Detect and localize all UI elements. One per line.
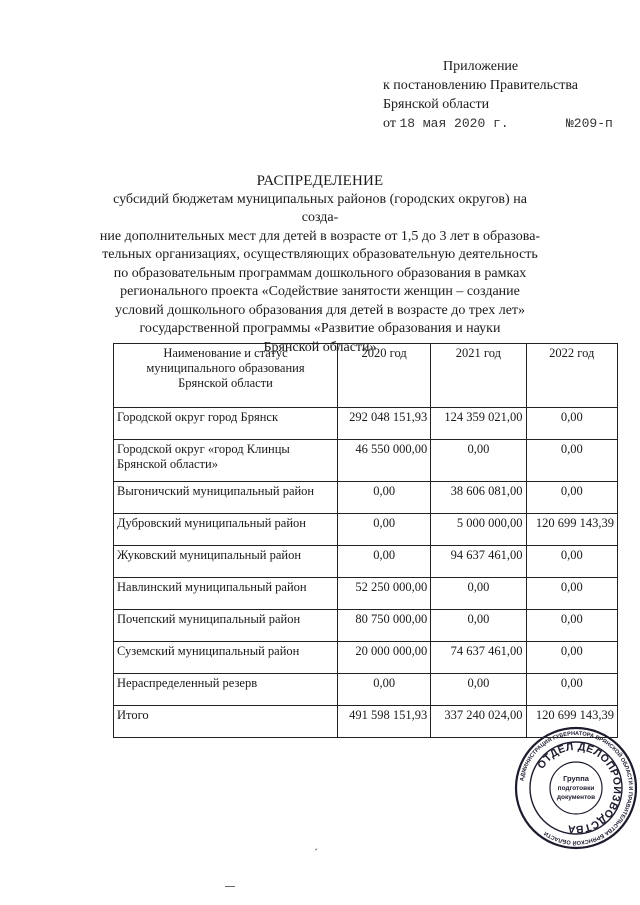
municipality-name: Городской округ город Брянск: [114, 408, 338, 440]
municipality-name: Нераспределенный резерв: [114, 674, 338, 706]
municipality-name: Жуковский муниципальный район: [114, 546, 338, 578]
amount-2021: 124 359 021,00: [431, 408, 526, 440]
amount-2020: 52 250 000,00: [337, 578, 430, 610]
distribution-table: [113, 343, 618, 738]
title-line: субсидий бюджетам муниципальных районов (городских округов) на созда-: [113, 191, 527, 225]
total-2022: 120 699 143,39: [526, 706, 618, 738]
amount-2020: 0,00: [337, 514, 430, 546]
table-row: [114, 440, 618, 482]
amount-2022: 0,00: [526, 408, 618, 440]
title-line: по образовательным программам дошкольного образования в рамках: [113, 265, 527, 281]
amount-2022: 0,00: [526, 610, 618, 642]
stamp-center-line: Группа: [563, 774, 589, 783]
amount-2021: 0,00: [431, 610, 526, 642]
appendix-block: [383, 57, 633, 133]
amount-2022: 0,00: [526, 578, 618, 610]
amount-2021: 74 637 461,00: [431, 642, 526, 674]
amount-2021: 94 637 461,00: [431, 546, 526, 578]
amount-2022: 0,00: [526, 482, 618, 514]
amount-2022: 0,00: [526, 546, 618, 578]
amount-2020: 80 750 000,00: [337, 610, 430, 642]
header-2021: 2021 год: [431, 344, 526, 408]
stamp-ring-text: ОТДЕЛ ДЕЛОПРОИЗВОДСТВА: [535, 740, 624, 836]
header-municipality: [114, 344, 338, 408]
date-value: 18 мая 2020 г.: [399, 116, 509, 131]
amount-2022: 0,00: [526, 674, 618, 706]
table-row: [114, 642, 618, 674]
title-line: условий дошкольного образования для детей в возрасте до трех лет»: [114, 302, 526, 318]
document-title: [95, 172, 545, 357]
amount-2020: 0,00: [337, 674, 430, 706]
table-row: [114, 578, 618, 610]
amount-2020: 46 550 000,00: [337, 440, 430, 482]
amount-2021: 38 606 081,00: [431, 482, 526, 514]
header-2020: 2020 год: [337, 344, 430, 408]
municipality-name: Суземский муниципальный район: [114, 642, 338, 674]
pen-mark: ˊ: [314, 846, 318, 860]
stamp-center-line: документов: [556, 794, 596, 801]
appendix-region-line: Брянской области: [383, 97, 490, 112]
amount-2021: 0,00: [431, 440, 526, 482]
table-row: [114, 408, 618, 440]
pen-dash: [225, 886, 235, 887]
total-2020: 491 598 151,93: [337, 706, 430, 738]
amount-2020: 0,00: [337, 482, 430, 514]
header-line: Брянской области: [178, 376, 273, 390]
total-2021: 337 240 024,00: [431, 706, 526, 738]
table-row: [114, 546, 618, 578]
amount-2021: 0,00: [431, 674, 526, 706]
table-row: [114, 674, 618, 706]
title-line: регионального проекта «Содействие занятости женщин – создание: [120, 284, 520, 299]
table-row: [114, 514, 618, 546]
document-number: №209-п: [566, 116, 613, 131]
appendix-heading: Приложение: [443, 59, 519, 74]
appendix-resolution-line: к постановлению Правительства: [383, 78, 579, 93]
header-line: Наименование и статус: [163, 346, 288, 360]
title-line: ние дополнительных мест для детей в возрасте от 1,5 до 3 лет в образова-: [99, 228, 541, 244]
title-line: тельных организациях, осуществляющих образовательную деятельность: [102, 247, 538, 262]
amount-2020: 20 000 000,00: [337, 642, 430, 674]
total-label: Итого: [114, 706, 338, 738]
table-header-row: [114, 344, 618, 408]
stamp-center-line: подготовки: [557, 785, 595, 792]
amount-2021: 5 000 000,00: [431, 514, 526, 546]
municipality-name: Дубровский муниципальный район: [114, 514, 338, 546]
municipality-name: Почепский муниципальный район: [114, 610, 338, 642]
municipality-name: Выгоничский муниципальный район: [114, 482, 338, 514]
amount-2020: 0,00: [337, 546, 430, 578]
amount-2021: 0,00: [431, 578, 526, 610]
title-heading: РАСПРЕДЕЛЕНИЕ: [256, 173, 384, 189]
amount-2022: 0,00: [526, 440, 618, 482]
header-2022: 2022 год: [526, 344, 618, 408]
official-stamp: [514, 726, 638, 850]
appendix-date-line: [383, 114, 633, 133]
title-line: Брянской области»: [263, 339, 377, 355]
amount-2022: 120 699 143,39: [526, 514, 618, 546]
date-prefix: от: [383, 116, 396, 131]
municipality-name: Городской округ «город Клинцы Брянской области»: [114, 440, 338, 482]
municipality-name: Навлинский муниципальный район: [114, 578, 338, 610]
amount-2022: 0,00: [526, 642, 618, 674]
table-row: [114, 610, 618, 642]
header-line: муниципального образования: [146, 361, 305, 375]
amount-2020: 292 048 151,93: [337, 408, 430, 440]
table-row: [114, 482, 618, 514]
stamp-outer-text: АДМИНИСТРАЦИЯ ГУБЕРНАТОРА БРЯНСКОЙ ОБЛАСТИ И ПРАВИТЕЛЬСТВА БРЯНСКОЙ ОБЛАСТИ: [519, 730, 634, 846]
title-line: государственной программы «Развитие образования и науки: [139, 321, 501, 336]
